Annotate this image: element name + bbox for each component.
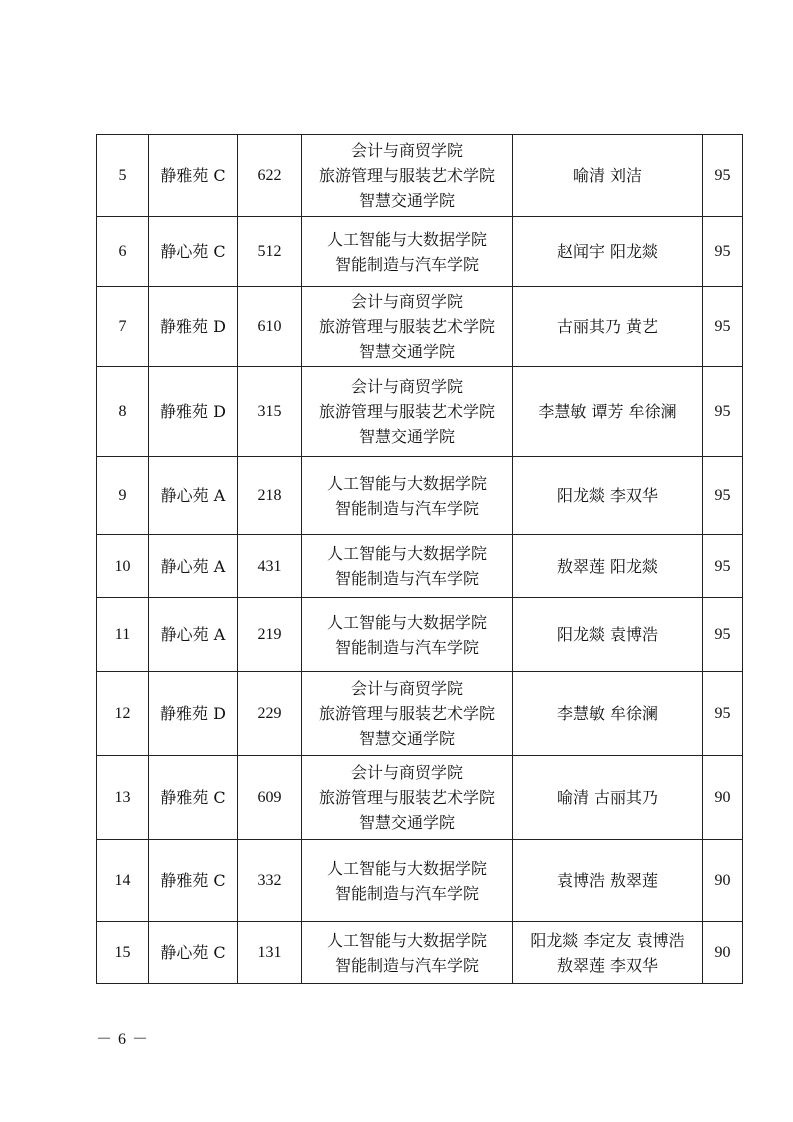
colleges-cell-line: 智能制造与汽车学院	[334, 254, 479, 274]
colleges-cell-line: 人工智能与大数据学院	[326, 229, 487, 249]
colleges-cell-line: 智能制造与汽车学院	[334, 955, 479, 975]
members-cell	[513, 135, 703, 217]
colleges-cell-line: 旅游管理与服装艺术学院	[318, 166, 495, 185]
members-cell-line: 阳龙燚 李定友 袁博浩	[530, 930, 685, 950]
colleges-cell	[302, 457, 513, 535]
room-cell: 610	[238, 287, 302, 367]
colleges-cell	[302, 217, 513, 287]
colleges-cell-line: 人工智能与大数据学院	[326, 612, 487, 632]
building-cell: 静心苑 C	[149, 922, 238, 984]
colleges-cell	[302, 922, 513, 984]
colleges-cell-line: 智慧交通学院	[358, 427, 455, 446]
colleges-cell-line: 人工智能与大数据学院	[326, 544, 487, 563]
score-cell: 90	[703, 922, 743, 984]
colleges-cell	[302, 672, 513, 756]
colleges-cell-line: 智能制造与汽车学院	[334, 883, 479, 903]
colleges-cell	[302, 756, 513, 840]
colleges-cell-line: 旅游管理与服装艺术学院	[318, 317, 495, 336]
table-row	[97, 922, 743, 984]
table-row	[97, 840, 743, 922]
table-row	[97, 457, 743, 535]
colleges-cell	[302, 287, 513, 367]
colleges-cell	[302, 135, 513, 217]
row-number-cell: 9	[97, 457, 149, 535]
table-row	[97, 756, 743, 840]
building-cell: 静心苑 A	[149, 535, 238, 598]
room-cell: 218	[238, 457, 302, 535]
table-row	[97, 367, 743, 457]
members-cell	[513, 457, 703, 535]
row-number-cell: 6	[97, 217, 149, 287]
members-cell	[513, 756, 703, 840]
members-cell-line: 喻清 古丽其乃	[556, 788, 659, 807]
colleges-cell	[302, 535, 513, 598]
score-cell: 95	[703, 217, 743, 287]
members-cell-line: 赵闻宇 阳龙燚	[556, 242, 659, 261]
colleges-cell-line: 人工智能与大数据学院	[326, 930, 487, 950]
building-cell: 静心苑 A	[149, 457, 238, 535]
dormitory-score-table	[96, 134, 743, 984]
row-number-cell: 7	[97, 287, 149, 367]
row-number-cell: 14	[97, 840, 149, 922]
room-cell: 332	[238, 840, 302, 922]
colleges-cell-line: 旅游管理与服装艺术学院	[318, 704, 495, 723]
members-cell-line: 阳龙燚 李双华	[556, 486, 659, 505]
members-cell	[513, 367, 703, 457]
colleges-cell-line: 人工智能与大数据学院	[326, 473, 487, 493]
members-cell	[513, 217, 703, 287]
room-cell: 131	[238, 922, 302, 984]
building-cell: 静雅苑 D	[149, 287, 238, 367]
members-cell	[513, 598, 703, 672]
table-body	[97, 135, 743, 984]
members-cell-line: 李慧敏 牟徐澜	[556, 704, 659, 723]
score-cell: 95	[703, 287, 743, 367]
members-cell	[513, 287, 703, 367]
building-cell: 静雅苑 C	[149, 840, 238, 922]
colleges-cell	[302, 840, 513, 922]
room-cell: 219	[238, 598, 302, 672]
colleges-cell-line: 会计与商贸学院	[350, 377, 463, 396]
members-cell-line: 李慧敏 谭芳 牟徐澜	[538, 402, 677, 421]
members-cell	[513, 672, 703, 756]
colleges-cell-line: 旅游管理与服装艺术学院	[318, 788, 495, 807]
row-number-cell: 13	[97, 756, 149, 840]
members-cell-line: 阳龙燚 袁博浩	[556, 625, 659, 644]
members-cell	[513, 922, 703, 984]
table-row	[97, 598, 743, 672]
row-number-cell: 8	[97, 367, 149, 457]
colleges-cell-line: 会计与商贸学院	[350, 292, 463, 311]
building-cell: 静雅苑 D	[149, 367, 238, 457]
members-cell-line: 喻清 刘洁	[572, 166, 643, 185]
table-row	[97, 287, 743, 367]
score-cell: 95	[703, 457, 743, 535]
table-row	[97, 535, 743, 598]
colleges-cell-line: 智慧交通学院	[358, 342, 455, 361]
building-cell: 静心苑 A	[149, 598, 238, 672]
building-cell: 静雅苑 C	[149, 756, 238, 840]
colleges-cell-line: 会计与商贸学院	[350, 679, 463, 698]
room-cell: 609	[238, 756, 302, 840]
row-number-cell: 12	[97, 672, 149, 756]
room-cell: 622	[238, 135, 302, 217]
room-cell: 512	[238, 217, 302, 287]
colleges-cell-line: 智慧交通学院	[358, 813, 455, 832]
row-number-cell: 15	[97, 922, 149, 984]
row-number-cell: 11	[97, 598, 149, 672]
colleges-cell	[302, 367, 513, 457]
score-cell: 95	[703, 367, 743, 457]
score-cell: 95	[703, 672, 743, 756]
members-cell-line: 敖翠莲 阳龙燚	[556, 556, 659, 576]
score-cell: 90	[703, 756, 743, 840]
members-cell	[513, 535, 703, 598]
colleges-cell-line: 旅游管理与服装艺术学院	[318, 402, 495, 421]
score-cell: 95	[703, 135, 743, 217]
colleges-cell-line: 智能制造与汽车学院	[334, 569, 479, 588]
table-row	[97, 672, 743, 756]
members-cell-line: 袁博浩 敖翠莲	[556, 871, 659, 890]
colleges-cell-line: 智慧交通学院	[358, 191, 455, 210]
room-cell: 315	[238, 367, 302, 457]
score-cell: 90	[703, 840, 743, 922]
building-cell: 静心苑 C	[149, 217, 238, 287]
colleges-cell-line: 智慧交通学院	[358, 729, 455, 748]
members-cell-line: 敖翠莲 李双华	[556, 955, 659, 975]
colleges-cell-line: 会计与商贸学院	[350, 141, 463, 160]
row-number-cell: 5	[97, 135, 149, 217]
colleges-cell-line: 智能制造与汽车学院	[334, 498, 479, 518]
table-row	[97, 217, 743, 287]
room-cell: 431	[238, 535, 302, 598]
colleges-cell	[302, 598, 513, 672]
score-cell: 95	[703, 598, 743, 672]
colleges-cell-line: 智能制造与汽车学院	[334, 637, 479, 657]
room-cell: 229	[238, 672, 302, 756]
members-cell-line: 古丽其乃 黄艺	[556, 317, 659, 336]
colleges-cell-line: 会计与商贸学院	[350, 763, 463, 782]
score-cell: 95	[703, 535, 743, 598]
row-number-cell: 10	[97, 535, 149, 598]
building-cell: 静雅苑 D	[149, 672, 238, 756]
page-number: － 6 －	[96, 1031, 150, 1048]
building-cell: 静雅苑 C	[149, 135, 238, 217]
colleges-cell-line: 人工智能与大数据学院	[326, 858, 487, 878]
table-row	[97, 135, 743, 217]
members-cell	[513, 840, 703, 922]
